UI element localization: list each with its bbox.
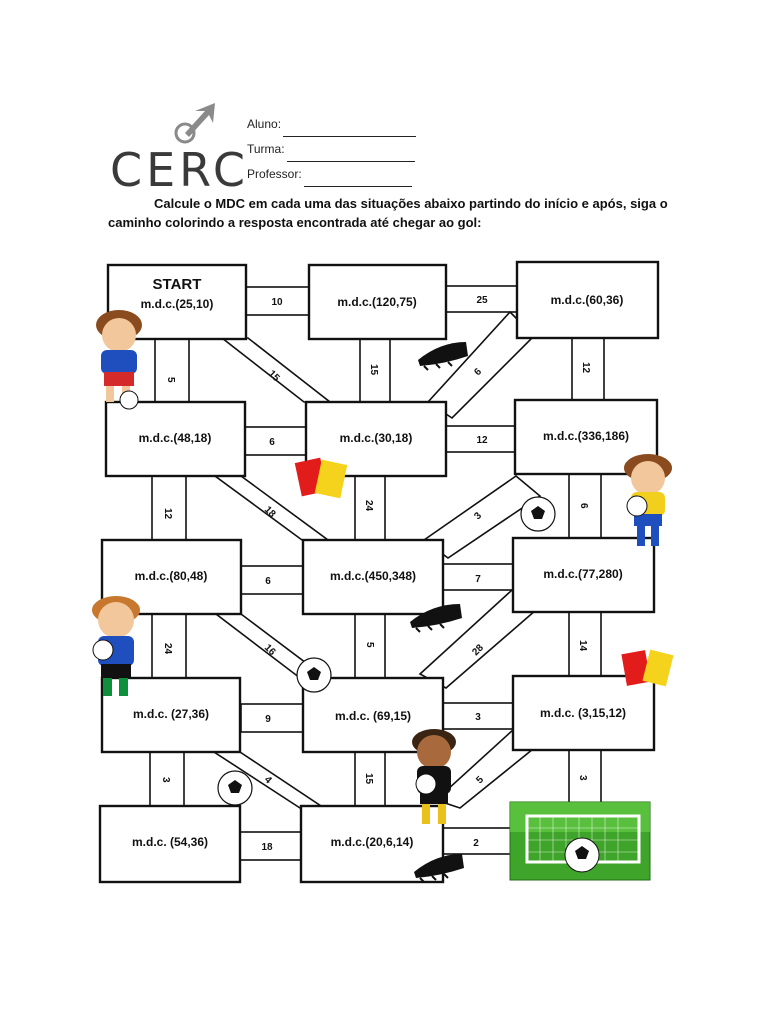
num-v-r3-1: 24 bbox=[162, 643, 173, 655]
num-v-r3-2: 5 bbox=[364, 642, 375, 648]
num-h-r3-2: 7 bbox=[475, 574, 481, 585]
num-v-r3-3: 14 bbox=[577, 640, 588, 652]
field-professor: Professor: bbox=[247, 162, 416, 187]
num-h-r2-1: 6 bbox=[269, 437, 275, 448]
instructions: Calcule o MDC em cada uma das situações abaixo partindo do início e após, siga o caminho colorindo a resposta encontrada até chegar ao gol: bbox=[108, 196, 668, 230]
num-v-r1-1: 5 bbox=[165, 377, 176, 383]
num-h-r4-1: 9 bbox=[265, 714, 271, 725]
player-icon bbox=[624, 454, 672, 546]
box-13-label: m.d.c.(20,6,14) bbox=[330, 835, 414, 849]
num-v-r1-2: 15 bbox=[368, 364, 379, 376]
num-h-r5-2: 2 bbox=[473, 838, 479, 849]
num-v-r2-1: 12 bbox=[162, 508, 173, 520]
referee-cards-icon bbox=[621, 650, 673, 687]
num-d-r2-1: 18 bbox=[261, 504, 278, 520]
field-turma: Turma: bbox=[247, 137, 416, 162]
goal-icon bbox=[510, 802, 650, 880]
num-d-r1-2: 6 bbox=[472, 366, 485, 379]
num-h-r5-1: 18 bbox=[261, 842, 273, 853]
field-aluno: Aluno: bbox=[247, 112, 416, 137]
box-9-label: m.d.c. (27,36) bbox=[132, 707, 210, 721]
box-12-label: m.d.c. (54,36) bbox=[131, 835, 209, 849]
path-h-r5-2 bbox=[443, 828, 515, 854]
num-d-r4-2: 5 bbox=[474, 774, 487, 787]
num-v-r2-3: 6 bbox=[578, 503, 589, 509]
num-h-r1-1: 10 bbox=[271, 297, 283, 308]
box-start-label: m.d.c.(25,10) bbox=[140, 297, 214, 311]
num-v-r4-2: 15 bbox=[363, 773, 374, 785]
path-h-r4-1 bbox=[241, 704, 305, 732]
box-2-label: m.d.c.(60,36) bbox=[550, 293, 624, 307]
box-6-label: m.d.c.(80,48) bbox=[134, 569, 208, 583]
num-d-r1-1: 15 bbox=[265, 368, 282, 384]
path-h-r3-1 bbox=[241, 566, 305, 594]
num-d-r4-1: 4 bbox=[261, 774, 274, 787]
num-h-r3-1: 6 bbox=[265, 576, 271, 587]
box-7-label: m.d.c.(450,348) bbox=[329, 569, 417, 583]
num-v-r1-3: 12 bbox=[580, 362, 591, 374]
player-icon bbox=[96, 310, 142, 409]
logo-text: CERC bbox=[110, 143, 249, 197]
num-v-r4-1: 3 bbox=[160, 777, 171, 783]
num-d-r3-2: 28 bbox=[470, 642, 486, 659]
box-8-label: m.d.c.(77,280) bbox=[543, 567, 623, 581]
box-10-label: m.d.c. (69,15) bbox=[334, 709, 412, 723]
num-h-r1-2: 25 bbox=[476, 295, 488, 306]
box-5-label: m.d.c.(336,186) bbox=[542, 429, 630, 443]
box-3-label: m.d.c.(48,18) bbox=[138, 431, 212, 445]
num-v-r4-3: 3 bbox=[577, 775, 588, 781]
box-1-label: m.d.c.(120,75) bbox=[337, 295, 417, 309]
soccer-ball-icon bbox=[521, 497, 555, 531]
num-d-r2-2: 3 bbox=[472, 510, 485, 523]
box-11-label: m.d.c. (3,15,12) bbox=[539, 706, 627, 720]
num-d-r3-1: 16 bbox=[261, 642, 278, 658]
path-v-c1-r1 bbox=[155, 338, 189, 402]
box-4-label: m.d.c.(30,18) bbox=[339, 431, 413, 445]
referee-cards-icon bbox=[295, 458, 348, 499]
num-h-r4-2: 3 bbox=[475, 712, 481, 723]
path-h-r2-1 bbox=[245, 427, 307, 455]
num-h-r2-2: 12 bbox=[476, 435, 488, 446]
soccer-ball-icon bbox=[297, 658, 331, 692]
num-v-r2-2: 24 bbox=[363, 500, 374, 512]
soccer-ball-icon bbox=[218, 771, 252, 805]
start-label: START bbox=[152, 276, 202, 293]
